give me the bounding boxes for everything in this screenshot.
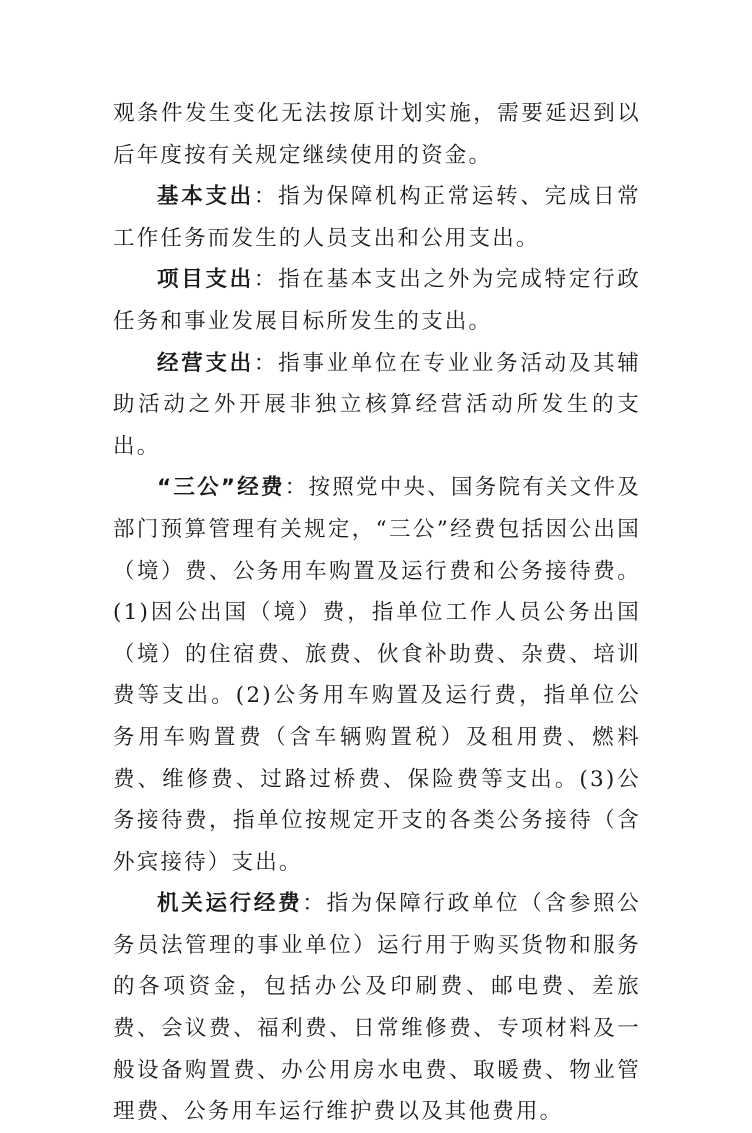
- paragraph-carryover: [113, 93, 641, 176]
- paragraph-text: ：指事业单位在专业业务活动及其辅助活动之外开展非独立核算经营活动所发生的支出。: [113, 350, 641, 459]
- term-label: 经营支出: [157, 350, 254, 376]
- document-body: [113, 93, 641, 1133]
- term-label: “三公”经费: [157, 475, 285, 501]
- paragraph-text: ：指在基本支出之外为完成特定行政任务和事业发展目标所发生的支出。: [113, 267, 641, 334]
- paragraph-text: ：指为保障行政单位（含参照公务员法管理的事业单位）运行用于购买货物和服务的各项资金，包括办公及印刷费、邮电费、差旅费、会议费、福利费、日常维修费、专项材料及一般设备购置费、办公用房水电费、取暖费、物业管理费、公务用车运行维护费以及其他费用。: [113, 891, 641, 1125]
- paragraph-three-public-expenses: [113, 467, 641, 883]
- term-label: 基本支出: [157, 184, 254, 210]
- paragraph-text: 观条件发生变化无法按原计划实施，需要延迟到以后年度按有关规定继续使用的资金。: [113, 101, 641, 168]
- paragraph-text: ：按照党中央、国务院有关文件及部门预算管理有关规定，“三公”经费包括因公出国（境）费、公务用车购置及运行费和公务接待费。(1)因公出国（境）费，指单位工作人员公务出国（境）的住宿费、旅费、伙食补助费、杂费、培训费等支出。(2)公务用车购置及运行费，指单位公务用车购置费（含车辆购置税）及租用费、燃料费、维修费、过路过桥费、保险费等支出。(3)公务接待费，指单位按规定开支的各类公务接待（含外宾接待）支出。: [113, 475, 641, 875]
- paragraph-agency-operating-funds: [113, 883, 641, 1133]
- paragraph-basic-expenditure: [113, 176, 641, 259]
- paragraph-operating-expenditure: [113, 343, 641, 468]
- paragraph-project-expenditure: [113, 259, 641, 342]
- paragraph-text: ：指为保障机构正常运转、完成日常工作任务而发生的人员支出和公用支出。: [113, 184, 641, 251]
- term-label: 机关运行经费: [157, 891, 303, 917]
- term-label: 项目支出: [157, 267, 254, 293]
